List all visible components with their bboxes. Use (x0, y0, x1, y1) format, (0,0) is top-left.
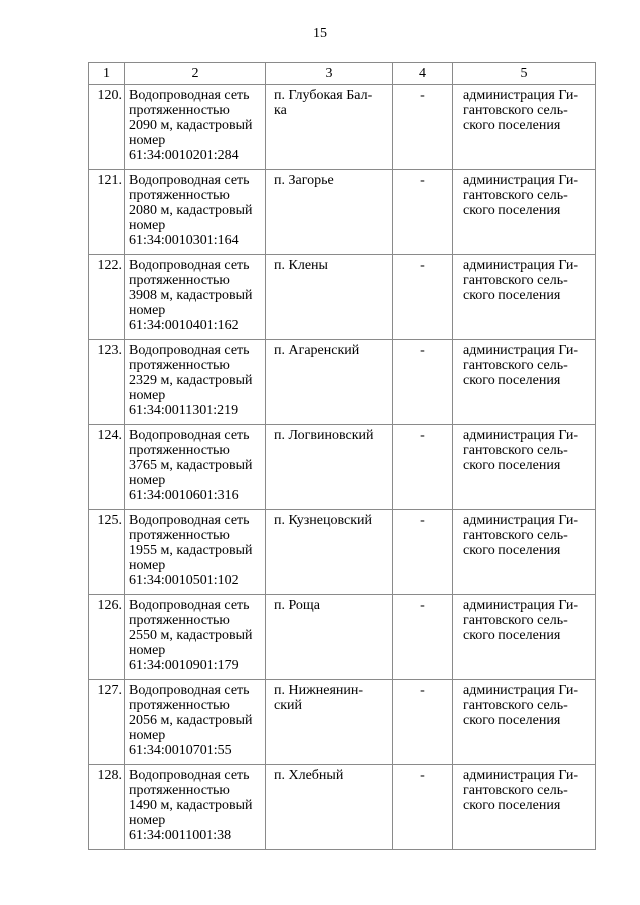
owner-cell (453, 255, 596, 340)
object-description-line: протяженностью (129, 528, 230, 543)
object-description-cell (125, 340, 266, 425)
header-col-3: 3 (266, 63, 393, 85)
table-row (89, 425, 596, 510)
location-line: п. Загорье (274, 173, 334, 188)
col4-cell: - (393, 425, 453, 510)
owner-line: ского поселения (463, 798, 561, 813)
owner-line: администрация Ги- (463, 173, 579, 188)
location-cell (266, 595, 393, 680)
object-description-line: протяженностью (129, 103, 230, 118)
location-line: п. Агаренский (274, 343, 360, 358)
owner-cell (453, 765, 596, 850)
owner-line: администрация Ги- (463, 258, 579, 273)
owner-line: гантовского сель- (463, 698, 568, 713)
location-cell (266, 425, 393, 510)
header-col-1: 1 (89, 63, 125, 85)
location-line: п. Нижнеянин- (274, 683, 364, 698)
owner-line: администрация Ги- (463, 683, 579, 698)
object-description-line: 1490 м, кадастровый (129, 798, 253, 813)
owner-line: гантовского сель- (463, 273, 568, 288)
owner-line: ского поселения (463, 628, 561, 643)
object-description-line: 61:34:0010701:55 (129, 743, 232, 758)
row-number-cell: 124. (89, 425, 125, 510)
object-description-line: 61:34:0010501:102 (129, 573, 239, 588)
location-line: п. Кузнецовский (274, 513, 373, 528)
object-description-cell (125, 170, 266, 255)
owner-line: ского поселения (463, 713, 561, 728)
owner-cell (453, 510, 596, 595)
location-line: ка (274, 103, 287, 118)
object-description-line: Водопроводная сеть (129, 343, 250, 358)
owner-line: ского поселения (463, 288, 561, 303)
location-line: п. Клены (274, 258, 328, 273)
location-line: п. Логвиновский (274, 428, 374, 443)
table-row (89, 765, 596, 850)
table-row (89, 85, 596, 170)
object-description-cell (125, 425, 266, 510)
object-description-cell (125, 255, 266, 340)
object-description-line: номер (129, 813, 166, 828)
owner-line: гантовского сель- (463, 358, 568, 373)
table-row (89, 510, 596, 595)
object-description-line: 2550 м, кадастровый (129, 628, 253, 643)
row-number-cell: 128. (89, 765, 125, 850)
location-cell (266, 170, 393, 255)
owner-line: администрация Ги- (463, 88, 579, 103)
object-description-line: номер (129, 133, 166, 148)
object-description-line: Водопроводная сеть (129, 173, 250, 188)
row-number-cell: 126. (89, 595, 125, 680)
object-description-cell (125, 680, 266, 765)
header-col-2: 2 (125, 63, 266, 85)
object-description-cell (125, 85, 266, 170)
object-description-line: номер (129, 728, 166, 743)
owner-cell (453, 595, 596, 680)
col4-cell: - (393, 765, 453, 850)
object-description-line: 61:34:0010201:284 (129, 148, 239, 163)
location-cell (266, 765, 393, 850)
object-description-line: 61:34:0010301:164 (129, 233, 239, 248)
object-description-line: протяженностью (129, 188, 230, 203)
location-line: п. Хлебный (274, 768, 344, 783)
owner-cell (453, 340, 596, 425)
object-description-cell (125, 765, 266, 850)
object-description-line: номер (129, 558, 166, 573)
owner-line: гантовского сель- (463, 188, 568, 203)
page-number: 15 (313, 26, 327, 41)
row-number-cell: 125. (89, 510, 125, 595)
header-col-4: 4 (393, 63, 453, 85)
object-description-line: 61:34:0010901:179 (129, 658, 239, 673)
owner-line: гантовского сель- (463, 528, 568, 543)
object-description-line: протяженностью (129, 443, 230, 458)
object-description-line: 61:34:0011001:38 (129, 828, 232, 843)
object-description-line: 2056 м, кадастровый (129, 713, 253, 728)
object-description-cell (125, 595, 266, 680)
object-description-line: 2090 м, кадастровый (129, 118, 253, 133)
owner-line: администрация Ги- (463, 513, 579, 528)
object-description-line: 1955 м, кадастровый (129, 543, 253, 558)
header-col-5: 5 (453, 63, 596, 85)
owner-cell (453, 680, 596, 765)
location-cell (266, 340, 393, 425)
owner-line: администрация Ги- (463, 343, 579, 358)
col4-cell: - (393, 595, 453, 680)
location-line: п. Роща (274, 598, 320, 613)
owner-line: администрация Ги- (463, 598, 579, 613)
object-description-line: 3908 м, кадастровый (129, 288, 253, 303)
owner-line: ского поселения (463, 118, 561, 133)
object-description-line: 2080 м, кадастровый (129, 203, 253, 218)
row-number-cell: 120. (89, 85, 125, 170)
object-description-line: номер (129, 218, 166, 233)
object-description-line: номер (129, 303, 166, 318)
owner-line: ского поселения (463, 373, 561, 388)
owner-line: ского поселения (463, 543, 561, 558)
owner-cell (453, 170, 596, 255)
row-number-cell: 127. (89, 680, 125, 765)
table-body (89, 85, 596, 850)
owner-line: гантовского сель- (463, 783, 568, 798)
object-description-line: 61:34:0011301:219 (129, 403, 239, 418)
object-description-line: протяженностью (129, 783, 230, 798)
object-description-line: Водопроводная сеть (129, 428, 250, 443)
object-description-line: номер (129, 388, 166, 403)
object-description-line: протяженностью (129, 273, 230, 288)
owner-line: ского поселения (463, 203, 561, 218)
registry-table (88, 62, 596, 850)
location-cell (266, 680, 393, 765)
col4-cell: - (393, 85, 453, 170)
owner-line: администрация Ги- (463, 768, 579, 783)
object-description-line: 61:34:0010601:316 (129, 488, 239, 503)
col4-cell: - (393, 170, 453, 255)
object-description-line: Водопроводная сеть (129, 513, 250, 528)
row-number-cell: 123. (89, 340, 125, 425)
object-description-line: протяженностью (129, 698, 230, 713)
table-row (89, 340, 596, 425)
object-description-line: протяженностью (129, 613, 230, 628)
owner-line: гантовского сель- (463, 443, 568, 458)
table-row (89, 595, 596, 680)
col4-cell: - (393, 680, 453, 765)
object-description-line: 3765 м, кадастровый (129, 458, 253, 473)
object-description-line: протяженностью (129, 358, 230, 373)
object-description-line: Водопроводная сеть (129, 598, 250, 613)
object-description-line: 61:34:0010401:162 (129, 318, 239, 333)
row-number-cell: 122. (89, 255, 125, 340)
owner-line: гантовского сель- (463, 613, 568, 628)
col4-cell: - (393, 255, 453, 340)
row-number-cell: 121. (89, 170, 125, 255)
owner-line: гантовского сель- (463, 103, 568, 118)
col4-cell: - (393, 340, 453, 425)
location-line: п. Глубокая Бал- (274, 88, 373, 103)
table-row (89, 255, 596, 340)
table-row (89, 680, 596, 765)
location-cell (266, 510, 393, 595)
location-cell (266, 255, 393, 340)
object-description-line: Водопроводная сеть (129, 258, 250, 273)
object-description-line: номер (129, 643, 166, 658)
location-cell (266, 85, 393, 170)
object-description-line: 2329 м, кадастровый (129, 373, 253, 388)
owner-line: администрация Ги- (463, 428, 579, 443)
owner-line: ского поселения (463, 458, 561, 473)
table-header-row (89, 63, 596, 85)
object-description-line: Водопроводная сеть (129, 88, 250, 103)
object-description-line: номер (129, 473, 166, 488)
object-description-line: Водопроводная сеть (129, 768, 250, 783)
owner-cell (453, 85, 596, 170)
object-description-cell (125, 510, 266, 595)
location-line: ский (274, 698, 302, 713)
table-row (89, 170, 596, 255)
col4-cell: - (393, 510, 453, 595)
object-description-line: Водопроводная сеть (129, 683, 250, 698)
owner-cell (453, 425, 596, 510)
